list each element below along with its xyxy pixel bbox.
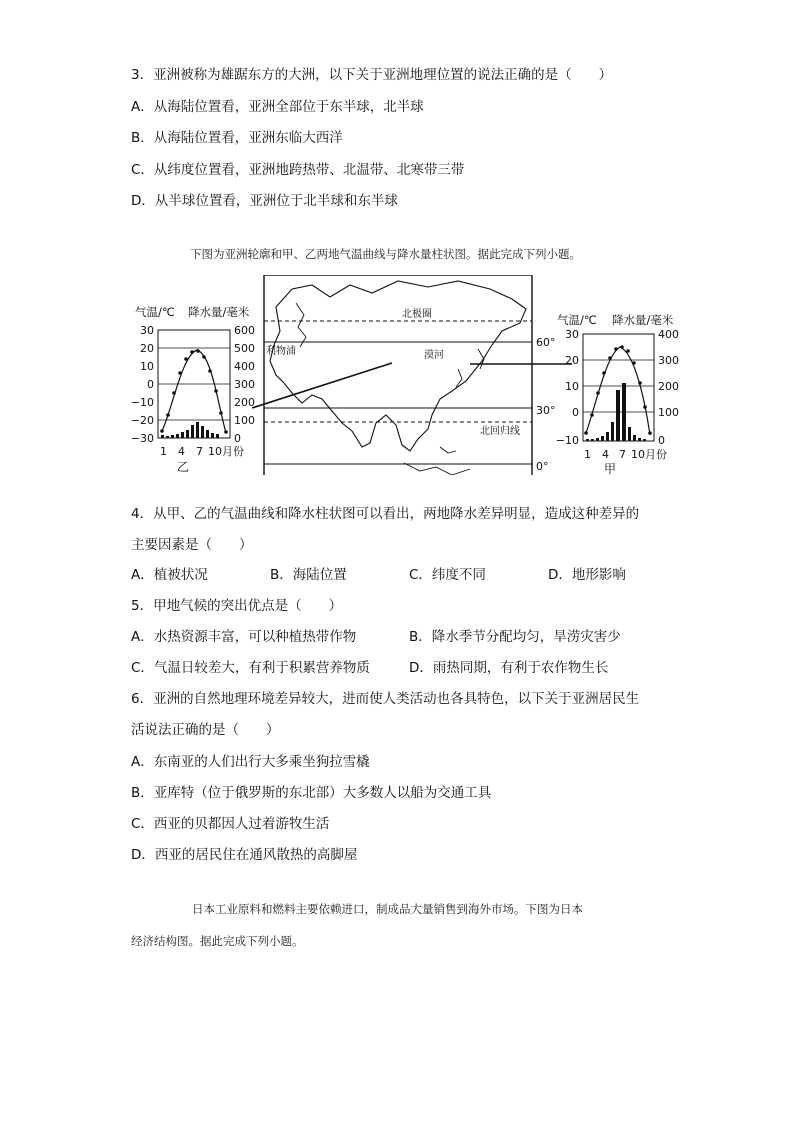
asia-map	[252, 275, 572, 475]
yi-temp-label: 气温/℃	[135, 305, 175, 319]
q4-option-b: B．海陆位置	[270, 567, 347, 583]
svg-text:300: 300	[234, 378, 255, 391]
svg-text:20: 20	[140, 342, 154, 355]
jia-name: 甲	[604, 462, 617, 475]
svg-text:20: 20	[565, 354, 579, 367]
q5-stem: 5．甲地气候的突出优点是（ ）	[131, 598, 343, 614]
svg-text:10: 10	[140, 360, 154, 373]
svg-text:−10: −10	[130, 396, 154, 409]
svg-text:200: 200	[658, 380, 679, 393]
svg-text:400: 400	[234, 360, 255, 373]
q3-option-c: C．从纬度位置看，亚洲地跨热带、北温带、北寒带三带	[131, 162, 465, 178]
arctic-circle-label: 北极圈	[402, 309, 432, 320]
japan-intro-line2: 经济结构图。据此完成下列小题。	[131, 934, 304, 948]
svg-text:1: 1	[160, 445, 167, 458]
q5-option-c: C．气温日较差大，有利于积累营养物质	[131, 660, 370, 676]
svg-text:100: 100	[234, 414, 255, 427]
svg-text:0: 0	[234, 432, 241, 445]
jia-temp-label: 气温/℃	[557, 313, 597, 327]
q6-stem: 6．亚洲的自然地理环境差异较大，进而使人类活动也各具特色，以下关于亚洲居民生	[131, 691, 640, 707]
place-liverpool: 利物浦	[266, 346, 296, 357]
chart-yi	[131, 305, 255, 474]
svg-text:30: 30	[565, 328, 579, 341]
q3-option-a: A．从海陆位置看，亚洲全部位于东半球，北半球	[131, 99, 424, 115]
yi-name: 乙	[177, 460, 190, 474]
place-mohe: 漠河	[424, 350, 444, 361]
q6-option-c: C．西亚的贝都因人过着游牧生活	[131, 816, 330, 832]
svg-text:1: 1	[584, 448, 591, 461]
svg-text:0: 0	[572, 406, 579, 419]
chart-jia	[556, 313, 679, 475]
svg-text:30°: 30°	[536, 404, 556, 417]
svg-text:0: 0	[658, 434, 665, 447]
svg-text:200: 200	[234, 396, 255, 409]
q6-option-a: A．东南亚的人们出行大多乘坐狗拉雪橇	[131, 754, 370, 770]
yi-precip-label: 降水量/毫米	[188, 305, 250, 319]
climate-map-figure	[0, 275, 794, 475]
q3-option-b: B．从海陆位置看，亚洲东临大西洋	[131, 130, 343, 146]
svg-text:10月份: 10月份	[631, 448, 667, 461]
q3-stem: 3．亚洲被称为雄踞东方的大洲，以下关于亚洲地理位置的说法正确的是（ ）	[131, 67, 613, 83]
q4-option-c: C．纬度不同	[409, 567, 486, 583]
svg-text:500: 500	[234, 342, 255, 355]
svg-text:4: 4	[602, 448, 609, 461]
svg-text:−10: −10	[555, 434, 579, 447]
q4-stem-cont: 主要因素是（ ）	[131, 537, 253, 553]
q6-option-b: B．亚库特（位于俄罗斯的东北部）大多数人以船为交通工具	[131, 785, 492, 801]
svg-text:4: 4	[178, 445, 185, 458]
svg-text:0: 0	[147, 378, 154, 391]
svg-text:400: 400	[658, 328, 679, 341]
svg-text:−30: −30	[130, 432, 154, 445]
svg-text:10月份: 10月份	[208, 445, 244, 458]
svg-text:60°: 60°	[536, 336, 556, 349]
svg-text:7: 7	[619, 448, 626, 461]
jia-precip-label: 降水量/毫米	[612, 313, 674, 327]
figure-intro: 下图为亚洲轮廓和甲、乙两地气温曲线与降水量柱状图。据此完成下列小题。	[190, 247, 581, 261]
svg-text:100: 100	[658, 406, 679, 419]
svg-text:300: 300	[658, 354, 679, 367]
svg-text:0°: 0°	[536, 460, 549, 473]
q5-option-d: D．雨热同期，有利于农作物生长	[409, 660, 609, 676]
q4-option-a: A．植被状况	[131, 567, 208, 583]
q4-stem: 4．从甲、乙的气温曲线和降水柱状图可以看出，两地降水差异明显，造成这种差异的	[131, 506, 640, 522]
tropic-label: 北回归线	[480, 426, 520, 437]
q3-option-d: D．从半球位置看，亚洲位于北半球和东半球	[131, 193, 398, 209]
japan-intro-line1: 日本工业原料和燃料主要依赖进口，制成品大量销售到海外市场。下图为日本	[192, 902, 583, 916]
svg-text:30: 30	[140, 324, 154, 337]
q5-option-b: B．降水季节分配均匀，旱涝灾害少	[409, 629, 621, 645]
q6-stem-cont: 活说法正确的是（ ）	[131, 722, 280, 738]
svg-text:−20: −20	[130, 414, 154, 427]
q6-option-d: D．西亚的居民住在通风散热的高脚屋	[131, 847, 358, 863]
q5-option-a: A．水热资源丰富，可以种植热带作物	[131, 629, 357, 645]
svg-text:10: 10	[565, 380, 579, 393]
svg-text:600: 600	[234, 324, 255, 337]
q4-option-d: D．地形影响	[548, 567, 626, 583]
svg-text:7: 7	[196, 445, 203, 458]
